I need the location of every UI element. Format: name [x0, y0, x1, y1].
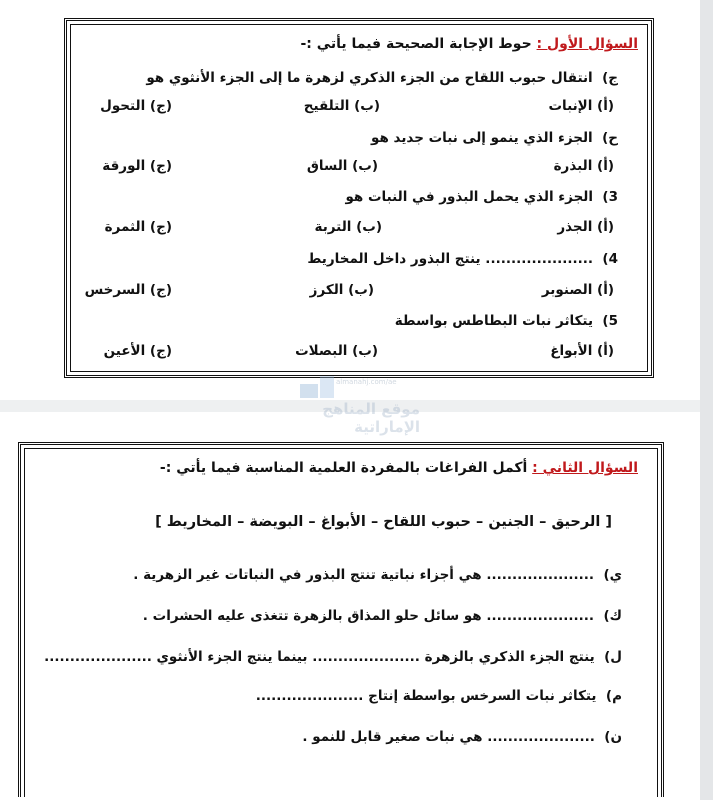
q1-item-1-option-b[interactable]: (ب) التلقيح: [303, 98, 380, 114]
question-1-label: السؤال الأول :: [536, 36, 638, 52]
watermark-logo-block-1: [300, 384, 318, 398]
q1-item-5-number: 5): [602, 313, 618, 329]
q1-item-2-text: الجزء الذي ينمو إلى نبات جديد هو: [371, 130, 593, 146]
q1-item-4-option-a[interactable]: (أ) الصنوبر: [541, 282, 614, 298]
q1-item-4-option-c[interactable]: (ج) السرخس: [84, 282, 172, 298]
q1-item-4-number: 4): [602, 251, 618, 267]
q1-item-3: [345, 189, 618, 205]
q2-item-1-number: ي): [603, 567, 622, 583]
q1-item-5-option-c[interactable]: (ج) الأعين: [103, 343, 172, 359]
q2-item-3-number: ل): [604, 649, 622, 665]
question-2-label: السؤال الثاني :: [532, 460, 638, 476]
q2-item-2-text: ..................... هو سائل حلو المذاق بالزهرة تتغذى عليه الحشرات .: [142, 608, 595, 624]
question-1-title: [300, 36, 638, 52]
q2-item-4-text: يتكاثر نبات السرخس بواسطة إنتاج .....................: [255, 688, 597, 704]
q1-item-1-text: انتقال حبوب اللقاح من الجزء الذكري لزهرة ما إلى الجزء الأنثوي هو: [146, 70, 593, 86]
q2-item-5-text: ..................... هي نبات صغير قابل للنمو .: [302, 729, 595, 745]
q1-item-2: [371, 130, 618, 146]
q2-item-5-number: ن): [604, 729, 622, 745]
q1-item-3-option-a[interactable]: (أ) الجذر: [557, 219, 614, 235]
q2-item-3: [44, 649, 622, 665]
q1-item-1-option-a[interactable]: (أ) الإنبات: [548, 98, 614, 114]
q1-item-5-option-b[interactable]: (ب) البصلات: [295, 343, 378, 359]
q1-item-3-option-c[interactable]: (ج) الثمرة: [104, 219, 172, 235]
q1-item-4: [307, 251, 618, 267]
q1-item-4-text: ..................... ينتج البذور داخل المخاريط: [307, 251, 594, 267]
q1-item-1: [146, 70, 618, 86]
watermark-logo-block-2: [320, 376, 334, 398]
q2-item-3-text: ينتج الجزء الذكري بالزهرة ..................... بينما ينتج الجزء الأنثوي .....................: [44, 649, 595, 665]
q1-item-3-option-b[interactable]: (ب) التربة: [314, 219, 382, 235]
question-2-title: [160, 460, 638, 476]
q1-item-5-option-a[interactable]: (أ) الأبواغ: [550, 343, 614, 359]
q1-item-2-option-a[interactable]: (أ) البذرة: [553, 158, 614, 174]
q1-item-4-option-b[interactable]: (ب) الكرز: [309, 282, 374, 298]
q1-item-1-number: ج): [602, 70, 618, 86]
q2-item-4: [256, 688, 622, 704]
q2-item-2-number: ك): [603, 608, 622, 624]
site-watermark: [300, 376, 420, 436]
worksheet-page-1: [0, 0, 700, 400]
word-bank: [ الرحيق – الجنين – حبوب اللقاح – الأبواغ – البويضة – المخاريط ]: [155, 514, 612, 530]
q1-item-5: [395, 313, 618, 329]
q1-item-3-text: الجزء الذي يحمل البذور في النبات هو: [345, 189, 594, 205]
question-1-instruction: حوط الإجابة الصحيحة فيما يأتي :-: [300, 36, 532, 52]
watermark-url: almanahj.com/ae: [336, 378, 397, 386]
q1-item-1-option-c[interactable]: (ج) التحول: [100, 98, 172, 114]
worksheet-page-2: [0, 412, 700, 800]
q1-item-2-option-b[interactable]: (ب) الساق: [306, 158, 378, 174]
question-2-instruction: أكمل الفراغات بالمفردة العلمية المناسبة فيما يأتي :-: [159, 460, 528, 476]
q1-item-3-number: 3): [602, 189, 618, 205]
q2-item-4-number: م): [605, 688, 622, 704]
q1-item-2-option-c[interactable]: (ج) الورقة: [102, 158, 172, 174]
q2-item-1: [133, 567, 622, 583]
q2-item-5: [302, 729, 622, 745]
q1-item-2-number: ح): [602, 130, 618, 146]
q2-item-1-text: ..................... هي أجزاء نباتية تنتج البذور في النباتات غير الزهرية .: [133, 567, 595, 583]
watermark-site-name: موقع المناهج الإماراتية: [322, 400, 420, 436]
q2-item-2: [143, 608, 622, 624]
q1-item-5-text: يتكاثر نبات البطاطس بواسطة: [394, 313, 594, 329]
scrollbar-track[interactable]: [700, 0, 713, 800]
